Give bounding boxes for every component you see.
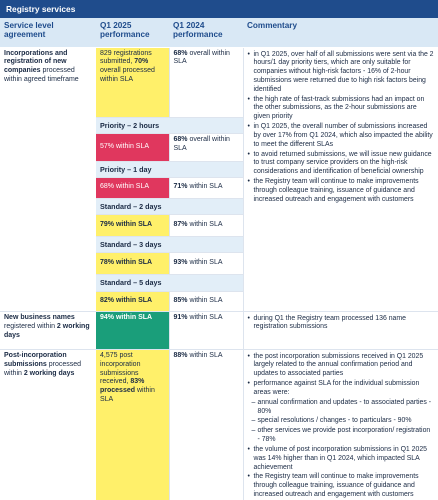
list-item: • in Q1 2025, over half of all submissions were sent via the 2 hours/1 day priority tiers, which are only suitable for companies without high-risk factors - 16% of 2-hour submissions were returned due to high risk factors being identified	[248, 51, 435, 95]
q1-2024-overall: 68% overall within SLA	[169, 47, 243, 117]
commentary-list	[248, 446, 435, 500]
commentary-post-incorporation	[243, 349, 438, 500]
subheader-priority-2-hours: Priority – 2 hours	[96, 117, 243, 133]
subheader-priority-1-day: Priority – 1 day	[96, 161, 243, 177]
table-header-row	[0, 18, 438, 47]
subheader-standard-5-days: Standard – 5 days	[96, 275, 243, 291]
table-row	[0, 47, 438, 117]
sub-list	[252, 399, 435, 445]
list-item: • the Registry team will continue to make improvements through colleague training, issuance of guidance and increased outreach and engagement with customers	[248, 178, 435, 204]
q1-2024-post-incorporation: 88% within SLA	[169, 349, 243, 500]
q1-2024-standard-5-days: 85% within SLA	[169, 291, 243, 311]
table-row	[0, 311, 438, 349]
q1-2024-priority-1-day: 71% within SLA	[169, 177, 243, 198]
header-commentary: Commentary	[243, 18, 438, 47]
q1-2025-priority-2-hours: 57% within SLA	[96, 133, 169, 161]
agreement-business-names: New business names registered within 2 working days	[0, 311, 96, 349]
q1-2025-post-incorporation: 4,575 post incorporation submissions received, 83% processed within SLA	[96, 349, 169, 500]
list-item: • during Q1 the Registry team processed 136 name registration submissions	[248, 315, 435, 333]
list-item: • in Q1 2025, the overall number of submissions increased by over 17% from Q1 2024, which also impacted the ability to meet the different SLAs	[248, 123, 435, 149]
agreement-incorporations: Incorporations and registration of new companies processed within agreed timeframe	[0, 47, 96, 311]
q1-2025-standard-2-days: 79% within SLA	[96, 215, 169, 237]
commentary-list	[248, 353, 435, 398]
list-item: – other services we provide post incorporation/ registration - 78%	[252, 427, 435, 445]
list-item: – special resolutions / changes - to particulars - 90%	[252, 417, 435, 426]
list-item: • the high rate of fast-track submissions had an impact on the other submissions, as the 2-hour submissions are given priority	[248, 96, 435, 122]
list-item: • the volume of post incorporation submissions in Q1 2025 was 14% higher than in Q1 2024, which impacted SLA achievement	[248, 446, 435, 472]
list-item: – annual confirmation and updates - to associated parties - 80%	[252, 399, 435, 417]
q1-2024-standard-2-days: 87% within SLA	[169, 215, 243, 237]
list-item: • the Registry team will continue to make improvements through colleague training, issuance of guidance and increased outreach and engagement with customers	[248, 473, 435, 499]
list-item: • performance against SLA for the individual submission areas were:	[248, 380, 435, 398]
section-title: Registry services	[0, 0, 438, 18]
q1-2024-business-names: 91% within SLA	[169, 311, 243, 349]
subheader-standard-2-days: Standard – 2 days	[96, 198, 243, 214]
header-agreement: Service level agreement	[0, 18, 96, 47]
q1-2024-priority-2-hours: 68% overall within SLA	[169, 133, 243, 161]
commentary-incorporations	[243, 47, 438, 311]
q1-2025-standard-3-days: 78% within SLA	[96, 253, 169, 275]
q1-2025-overall: 829 registrations submitted, 70% overall processed within SLA	[96, 47, 169, 117]
commentary-business-names	[243, 311, 438, 349]
q1-2025-business-names: 94% within SLA	[96, 311, 169, 349]
list-item: • to avoid returned submissions, we will issue new guidance to trust company service providers on the high-risk considerations and identification of beneficial ownership	[248, 151, 435, 177]
agreement-post-incorporation: Post-incorporation submissions processed within 2 working days	[0, 349, 96, 500]
commentary-list	[248, 315, 435, 333]
header-q1-2025: Q1 2025 performance	[96, 18, 169, 47]
header-q1-2024: Q1 2024 performance	[169, 18, 243, 47]
q1-2025-standard-5-days: 82% within SLA	[96, 291, 169, 311]
commentary-list	[248, 51, 435, 205]
table-row	[0, 349, 438, 500]
list-item: • the post incorporation submissions received in Q1 2025 largely related to the annual confirmation period and updates to associated parties	[248, 353, 435, 379]
registry-sla-table	[0, 18, 438, 500]
q1-2025-priority-1-day: 68% within SLA	[96, 177, 169, 198]
subheader-standard-3-days: Standard – 3 days	[96, 237, 243, 253]
q1-2024-standard-3-days: 93% within SLA	[169, 253, 243, 275]
